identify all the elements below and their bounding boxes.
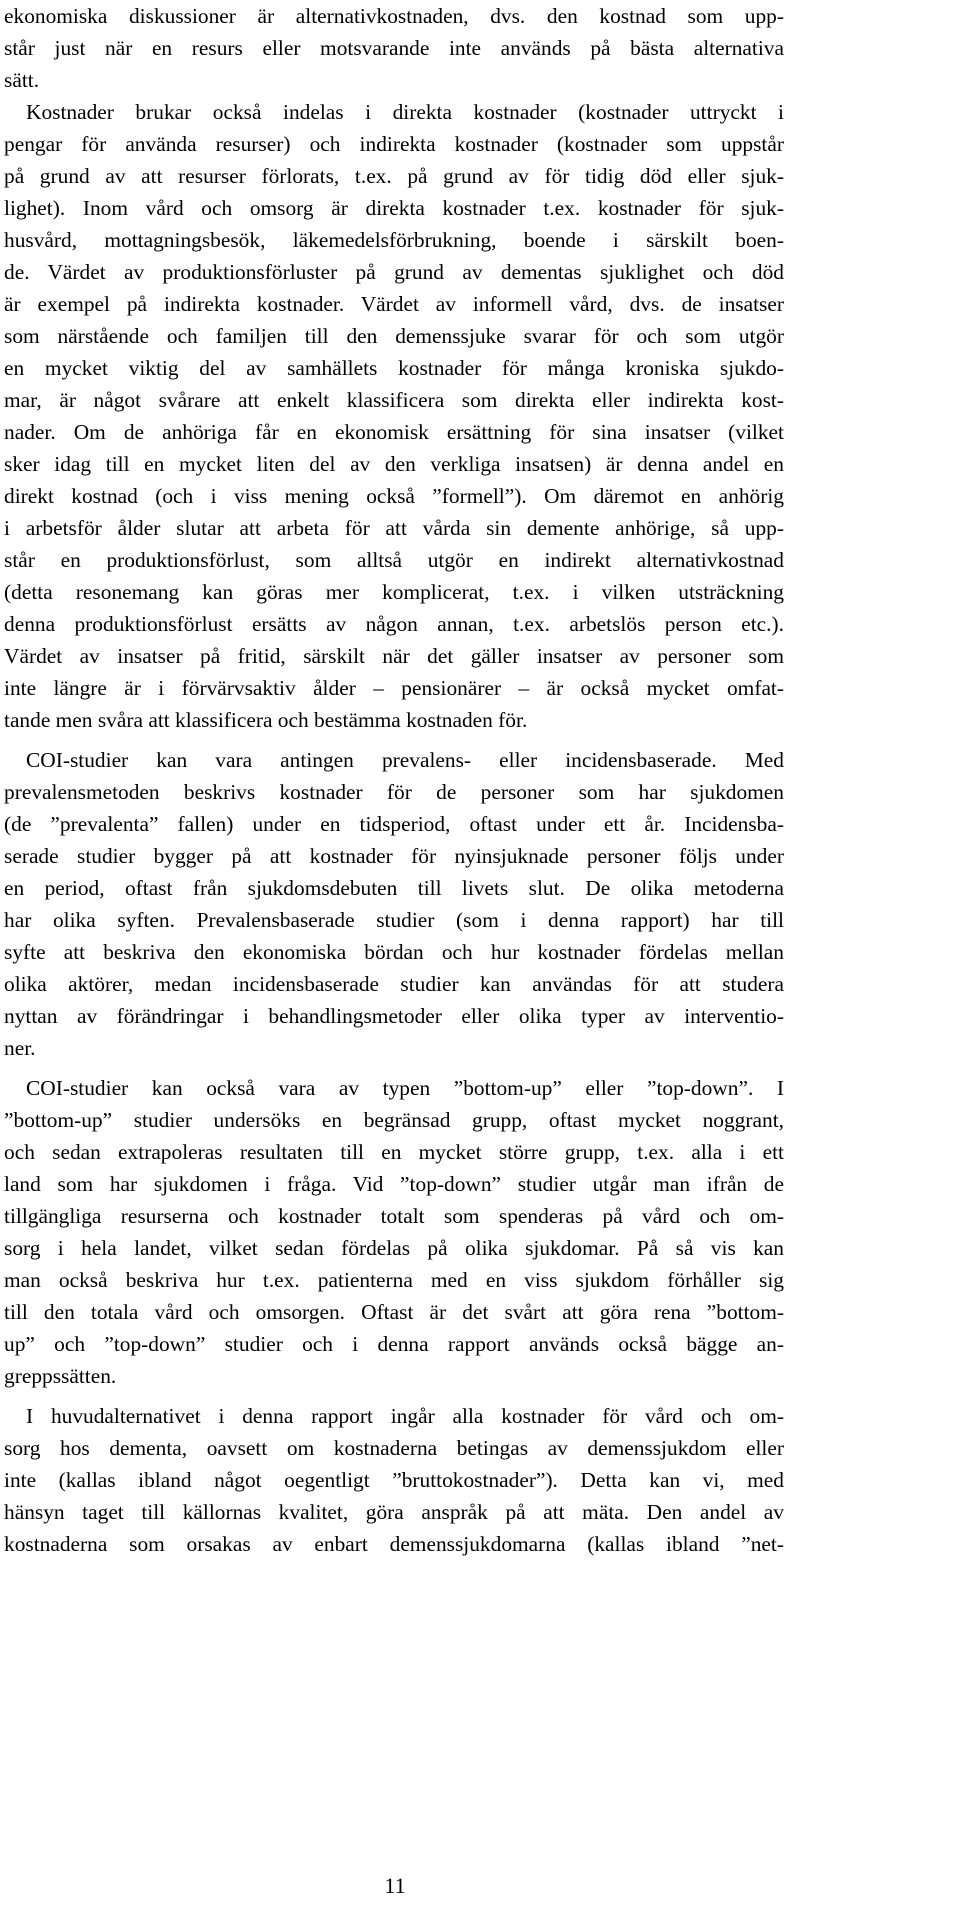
text-line: sätt. bbox=[4, 68, 40, 92]
text-line: lighet). Inom vård och omsorg är direkta kostnader t.ex. kostnader för sjuk- bbox=[4, 196, 784, 220]
text-line: nader. Om de anhöriga får en ekonomisk ersättning för sina insatser (vilket bbox=[4, 420, 784, 444]
text-line: man också beskriva hur t.ex. patienterna med en viss sjukdom förhåller sig bbox=[4, 1268, 784, 1292]
text-line: i arbetsför ålder slutar att arbeta för att vårda sin demente anhörige, så upp- bbox=[4, 516, 784, 540]
text-line: COI-studier kan vara antingen prevalens- eller incidensbaserade. Med bbox=[26, 748, 784, 772]
text-line: nyttan av förändringar i behandlingsmetoder eller olika typer av interventio- bbox=[4, 1004, 784, 1028]
text-line: ekonomiska diskussioner är alternativkostnaden, dvs. den kostnad som upp- bbox=[4, 4, 784, 28]
paragraph-spacer bbox=[4, 1064, 784, 1072]
paragraph-prevalence-incidence bbox=[4, 744, 784, 1064]
text-line: inte längre är i förvärvsaktiv ålder – pensionärer – är också mycket omfat- bbox=[4, 676, 784, 700]
text-line: syfte att beskriva den ekonomiska bördan och hur kostnader fördelas mellan bbox=[4, 940, 784, 964]
text-line: en mycket viktig del av samhällets kostnader för många kroniska sjukdo- bbox=[4, 356, 784, 380]
text-line: är exempel på indirekta kostnader. Värdet av informell vård, dvs. de insatser bbox=[4, 292, 784, 316]
text-line: mar, är något svårare att enkelt klassificera som direkta eller indirekta kost- bbox=[4, 388, 784, 412]
page-number: 11 bbox=[384, 1873, 406, 1898]
text-line: står just när en resurs eller motsvarande inte används på bästa alternativa bbox=[4, 36, 784, 60]
text-line: denna produktionsförlust ersätts av någon annan, t.ex. arbetslös person etc.). bbox=[4, 612, 784, 636]
text-line: som närstående och familjen till den demenssjuke svarar för och som utgör bbox=[4, 324, 784, 348]
text-line: (detta resonemang kan göras mer komplicerat, t.ex. i vilken utsträckning bbox=[4, 580, 784, 604]
text-line: de. Värdet av produktionsförluster på grund av dementas sjuklighet och död bbox=[4, 260, 784, 284]
text-line: tillgängliga resurserna och kostnader totalt som spenderas på vård och om- bbox=[4, 1204, 784, 1228]
text-line: har olika syften. Prevalensbaserade studier (som i denna rapport) har till bbox=[4, 908, 784, 932]
text-line: kostnaderna som orsakas av enbart demenssjukdomarna (kallas ibland ”net- bbox=[4, 1532, 784, 1556]
text-line: sorg hos dementa, oavsett om kostnaderna betingas av demenssjukdom eller bbox=[4, 1436, 784, 1460]
text-line: I huvudalternativet i denna rapport ingår alla kostnader för vård och om- bbox=[26, 1404, 784, 1428]
text-line: up” och ”top-down” studier och i denna rapport används också bägge an- bbox=[4, 1332, 784, 1356]
text-line: Värdet av insatser på fritid, särskilt när det gäller insatser av personer som bbox=[4, 644, 784, 668]
text-line: står en produktionsförlust, som alltså utgör en indirekt alternativkostnad bbox=[4, 548, 784, 572]
text-line: olika aktörer, medan incidensbaserade studier kan användas för att studera bbox=[4, 972, 784, 996]
paragraph-cost-types bbox=[4, 0, 784, 736]
text-line: (de ”prevalenta” fallen) under en tidsperiod, oftast under ett år. Incidensba- bbox=[4, 812, 784, 836]
text-line: ”bottom-up” studier undersöks en begränsad grupp, oftast mycket noggrant, bbox=[4, 1108, 784, 1132]
text-line: ner. bbox=[4, 1036, 36, 1060]
text-line: prevalensmetoden beskrivs kostnader för de personer som har sjukdomen bbox=[4, 780, 784, 804]
text-line: greppssätten. bbox=[4, 1364, 117, 1388]
text-line: en period, oftast från sjukdomsdebuten till livets slut. De olika metoderna bbox=[4, 876, 784, 900]
text-line: pengar för använda resurser) och indirekta kostnader (kostnader som uppstår bbox=[4, 132, 784, 156]
text-line: tande men svåra att klassificera och bestämma kostnaden för. bbox=[4, 708, 528, 732]
text-line: till den totala vård och omsorgen. Oftast är det svårt att göra rena ”bottom- bbox=[4, 1300, 784, 1324]
paragraph-bottom-up-top-down bbox=[4, 1072, 784, 1392]
document-page bbox=[4, 0, 784, 1560]
text-line: husvård, mottagningsbesök, läkemedelsförbrukning, boende i särskilt boen- bbox=[4, 228, 784, 252]
text-line: serade studier bygger på att kostnader för nyinsjuknade personer följs under bbox=[4, 844, 784, 868]
text-line: och sedan extrapoleras resultaten till en mycket större grupp, t.ex. alla i ett bbox=[4, 1140, 784, 1164]
text-line: COI-studier kan också vara av typen ”bottom-up” eller ”top-down”. I bbox=[26, 1076, 784, 1100]
text-line: inte (kallas ibland något oegentligt ”bruttokostnader”). Detta kan vi, med bbox=[4, 1468, 784, 1492]
paragraph-spacer bbox=[4, 736, 784, 744]
text-line: hänsyn taget till källornas kvalitet, göra anspråk på att mäta. Den andel av bbox=[4, 1500, 784, 1524]
text-line: sker idag till en mycket liten del av den verkliga insatsen) är denna andel en bbox=[4, 452, 784, 476]
paragraph-spacer bbox=[4, 1392, 784, 1400]
text-line: direkt kostnad (och i viss mening också ”formell”). Om däremot en anhörig bbox=[4, 484, 784, 508]
text-line: land som har sjukdomen i fråga. Vid ”top-down” studier utgår man ifrån de bbox=[4, 1172, 784, 1196]
text-line: sorg i hela landet, vilket sedan fördelas på olika sjukdomar. På så vis kan bbox=[4, 1236, 784, 1260]
paragraph-main-alternative bbox=[4, 1400, 784, 1560]
text-line: på grund av att resurser förlorats, t.ex. på grund av för tidig död eller sjuk- bbox=[4, 164, 784, 188]
text-line: Kostnader brukar också indelas i direkta kostnader (kostnader uttryckt i bbox=[26, 100, 784, 124]
